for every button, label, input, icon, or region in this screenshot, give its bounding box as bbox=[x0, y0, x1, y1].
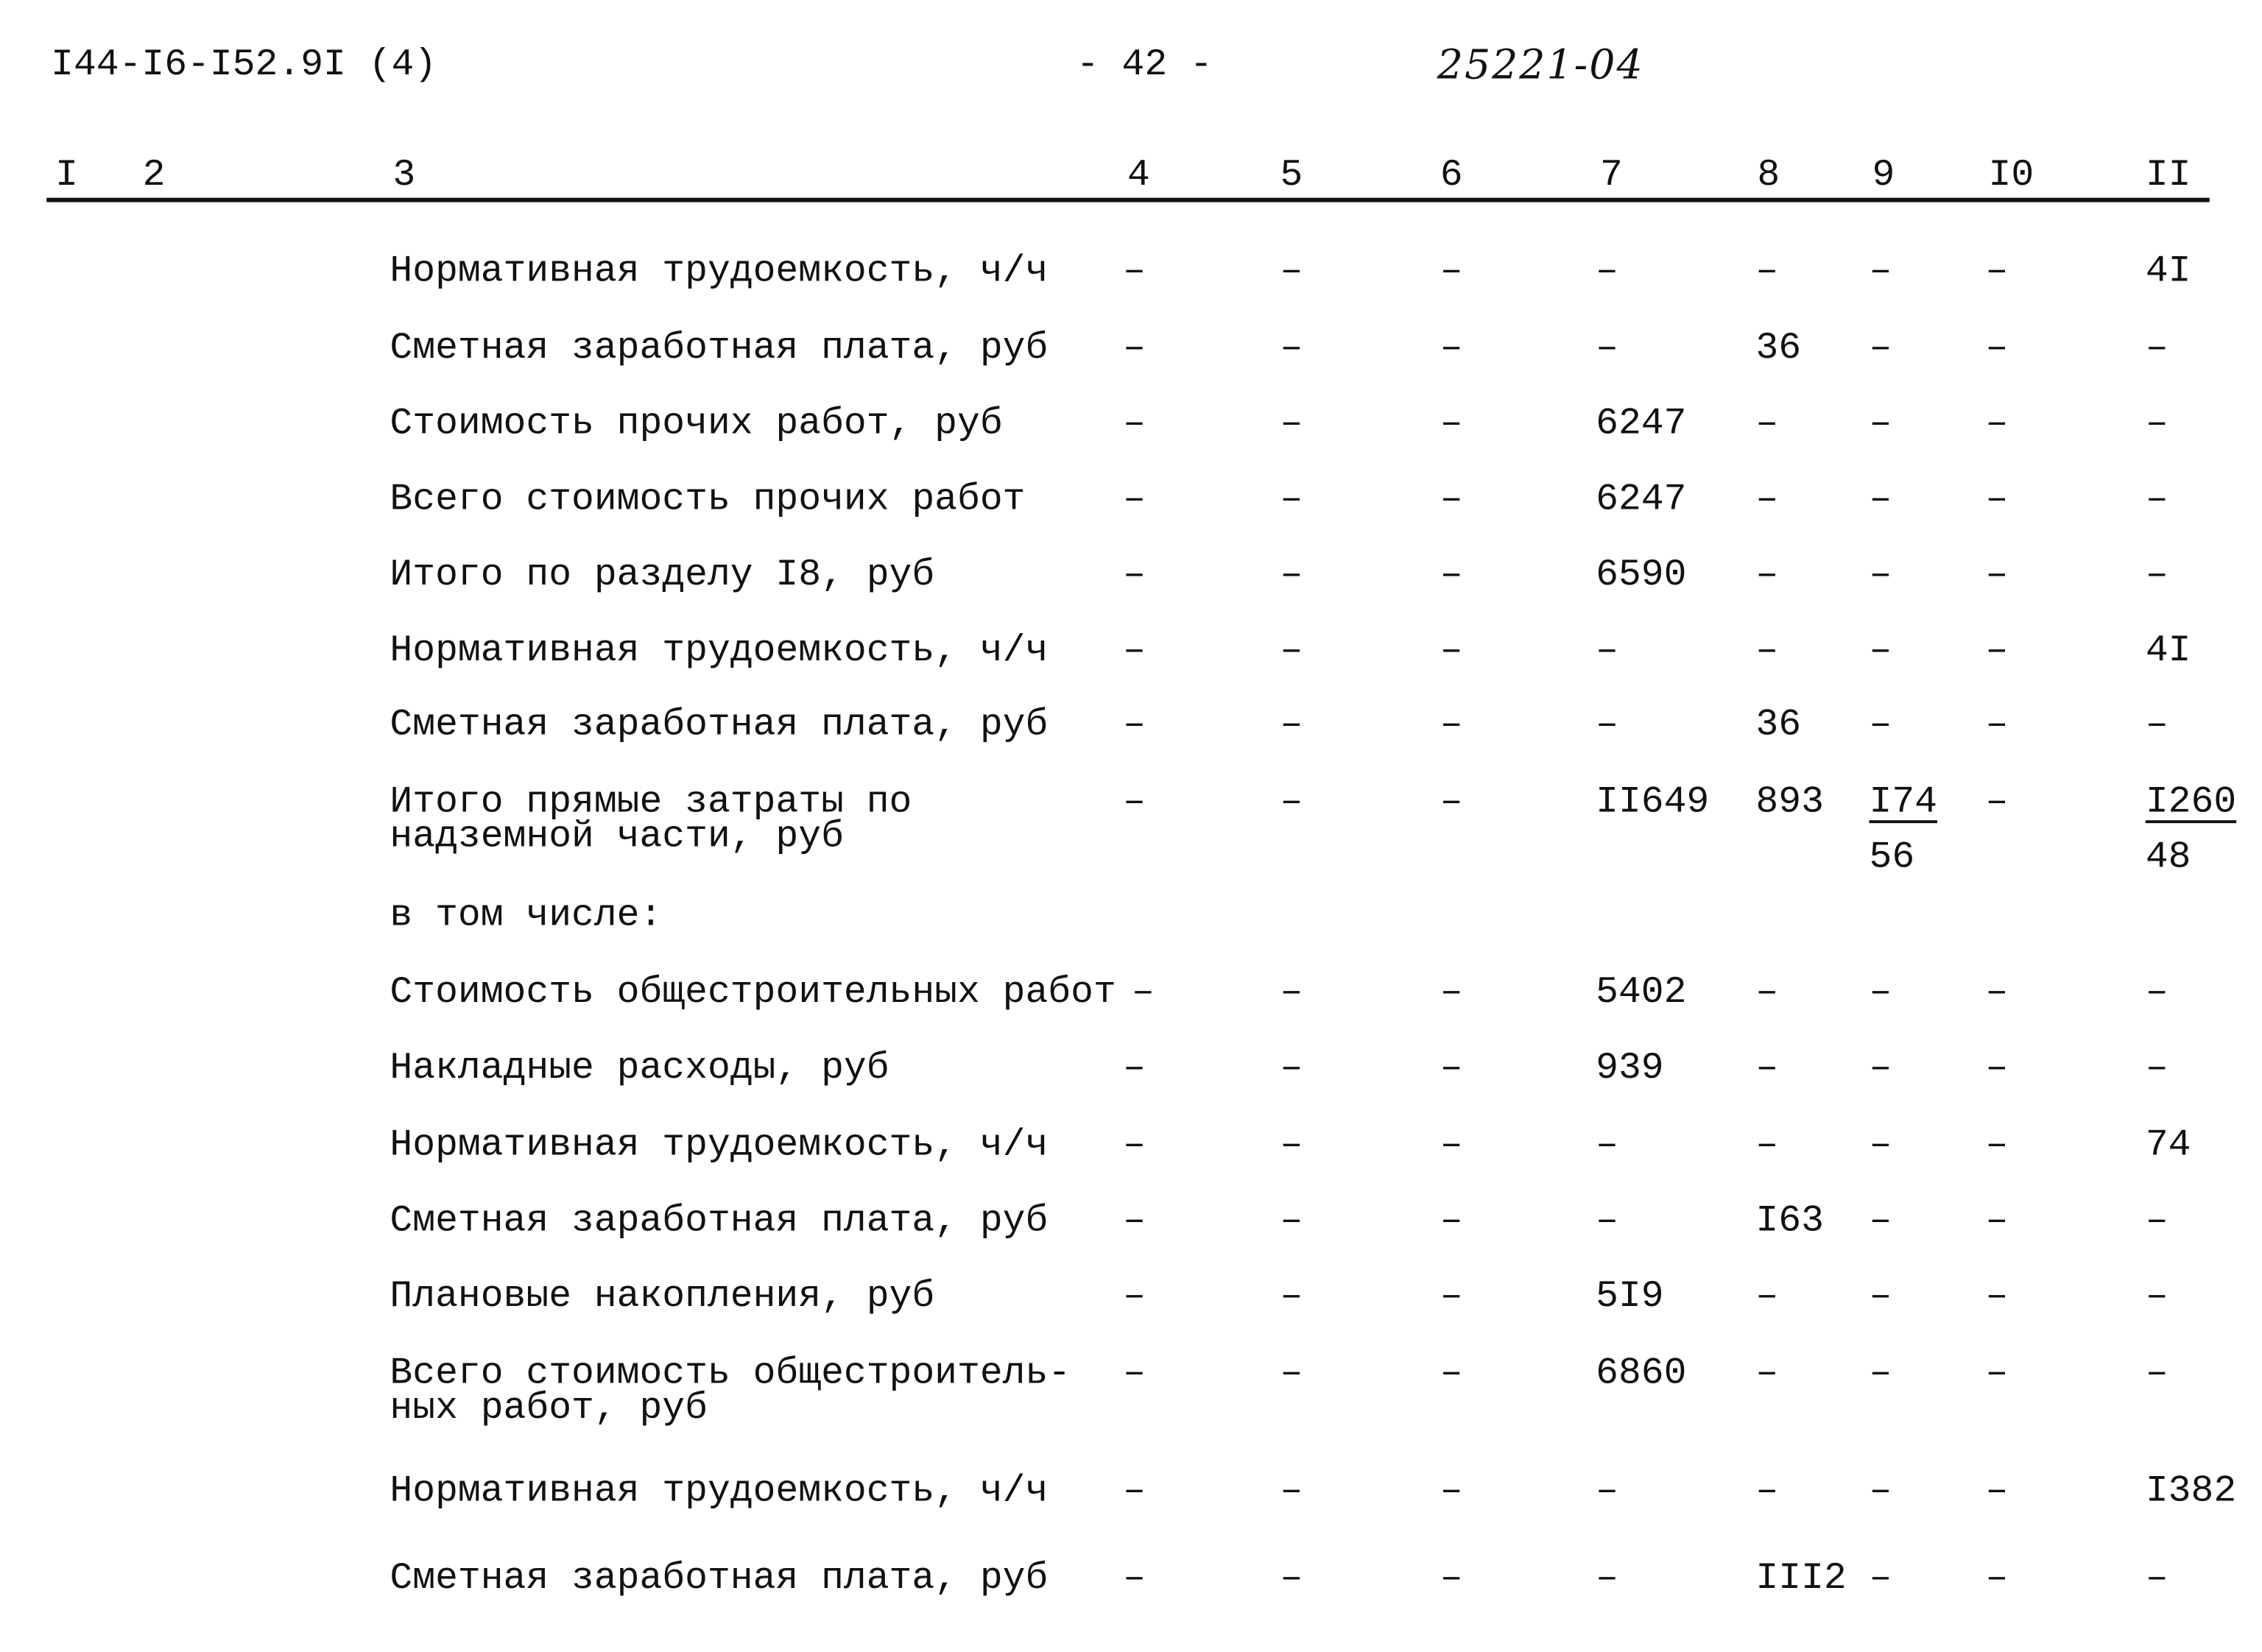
cell-dash: – bbox=[1123, 1274, 1146, 1318]
cell-dash: – bbox=[1440, 248, 1463, 293]
cell-dash: – bbox=[1985, 970, 2009, 1014]
page-number: - 42 - bbox=[1076, 42, 1213, 86]
cell-dash: – bbox=[1985, 325, 2009, 370]
cell-dash: – bbox=[2145, 325, 2168, 370]
cell-dash: – bbox=[1755, 1274, 1779, 1318]
row-label: Нормативная трудоемкость, ч/ч bbox=[390, 628, 1049, 672]
cell-value: I382 bbox=[2145, 1469, 2237, 1513]
cell-dash: – bbox=[1123, 779, 1146, 824]
cell-dash: – bbox=[1985, 248, 2009, 293]
row-label: Стоимость прочих работ, руб bbox=[390, 401, 1003, 445]
cell-dash: – bbox=[1440, 476, 1463, 521]
cell-dash: – bbox=[1280, 1556, 1303, 1600]
cell-dash: – bbox=[1123, 1556, 1146, 1600]
cell-dash: – bbox=[1755, 476, 1779, 521]
cell-dash: – bbox=[1123, 628, 1146, 672]
column-header-1: I bbox=[55, 152, 78, 197]
cell-dash: – bbox=[1985, 401, 2009, 445]
cell-dash: – bbox=[1280, 325, 1303, 370]
cell-value: 5I9 bbox=[1596, 1274, 1664, 1318]
cell-value-numerator: I74 bbox=[1869, 779, 1937, 824]
row-label: Накладные расходы, руб bbox=[390, 1045, 889, 1090]
cell-dash: – bbox=[1123, 401, 1146, 445]
row-label: Нормативная трудоемкость, ч/ч bbox=[390, 248, 1049, 293]
column-header-10: I0 bbox=[1988, 152, 2034, 197]
cell-dash: – bbox=[2145, 970, 2168, 1014]
cell-dash: – bbox=[1869, 1198, 1892, 1243]
cell-value: 4I bbox=[2145, 248, 2191, 293]
column-header-8: 8 bbox=[1757, 152, 1780, 197]
cell-dash: – bbox=[1869, 552, 1892, 596]
cell-dash: – bbox=[1440, 552, 1463, 596]
cell-dash: – bbox=[1440, 1274, 1463, 1318]
cell-dash: – bbox=[1440, 1198, 1463, 1243]
cell-dash: – bbox=[1123, 1045, 1146, 1090]
cell-value: 4I bbox=[2145, 628, 2191, 672]
cell-value: 893 bbox=[1755, 779, 1824, 824]
cell-dash: – bbox=[1869, 628, 1892, 672]
cell-dash: – bbox=[1280, 552, 1303, 596]
row-label: надземной части, руб bbox=[390, 814, 844, 858]
cell-dash: – bbox=[2145, 401, 2168, 445]
cell-dash: – bbox=[1869, 702, 1892, 746]
cell-dash: – bbox=[1755, 1045, 1779, 1090]
cell-dash: – bbox=[1869, 401, 1892, 445]
cell-dash: – bbox=[1440, 702, 1463, 746]
cell-dash: – bbox=[1123, 552, 1146, 596]
cell-value: 6860 bbox=[1596, 1351, 1687, 1395]
column-header-5: 5 bbox=[1280, 152, 1303, 197]
cell-dash: – bbox=[1123, 1123, 1146, 1167]
cell-dash: – bbox=[1440, 1469, 1463, 1513]
cell-value: II649 bbox=[1596, 779, 1710, 824]
row-label: Нормативная трудоемкость, ч/ч bbox=[390, 1469, 1049, 1513]
row-label: Сметная заработная плата, руб bbox=[390, 325, 1049, 370]
row-label: Итого прямые затраты по bbox=[390, 779, 912, 824]
cell-value: 36 bbox=[1755, 325, 1802, 370]
cell-dash: – bbox=[1280, 702, 1303, 746]
column-header-6: 6 bbox=[1440, 152, 1463, 197]
cell-dash: – bbox=[1596, 1198, 1618, 1243]
cell-dash: – bbox=[1440, 628, 1463, 672]
cell-dash: – bbox=[1755, 1351, 1779, 1395]
cell-dash: – bbox=[1869, 1351, 1892, 1395]
cell-value: 74 bbox=[2145, 1123, 2191, 1167]
cell-dash: – bbox=[1755, 628, 1779, 672]
cell-dash: – bbox=[2145, 1045, 2168, 1090]
cell-dash: – bbox=[1985, 1274, 2009, 1318]
cell-dash: – bbox=[1123, 702, 1146, 746]
cell-dash: – bbox=[1280, 1045, 1303, 1090]
cell-dash: – bbox=[2145, 1274, 2168, 1318]
cell-dash: – bbox=[1985, 628, 2009, 672]
cell-value: 5402 bbox=[1596, 970, 1687, 1014]
cell-dash: – bbox=[1280, 1351, 1303, 1395]
cell-dash: – bbox=[1985, 476, 2009, 521]
row-label: ных работ, руб bbox=[390, 1386, 708, 1430]
cell-dash: – bbox=[1869, 1045, 1892, 1090]
cell-value: 6247 bbox=[1596, 476, 1687, 521]
column-header-9: 9 bbox=[1872, 152, 1895, 197]
cell-dash: – bbox=[2145, 1556, 2168, 1600]
handwritten-number: 25221-04 bbox=[1437, 40, 1644, 89]
cell-dash: – bbox=[1985, 1123, 2009, 1167]
cell-dash: – bbox=[1123, 248, 1146, 293]
column-header-11: II bbox=[2145, 152, 2191, 197]
row-label: Плановые накопления, руб bbox=[390, 1274, 935, 1318]
cell-dash: – bbox=[1596, 702, 1618, 746]
cell-dash: – bbox=[1869, 325, 1892, 370]
cell-dash: – bbox=[1869, 476, 1892, 521]
header-divider bbox=[46, 198, 2210, 202]
cell-dash: – bbox=[1440, 1556, 1463, 1600]
cell-dash: – bbox=[1985, 1556, 2009, 1600]
row-label: Сметная заработная плата, руб bbox=[390, 1198, 1049, 1243]
cell-dash: – bbox=[1280, 248, 1303, 293]
cell-dash: – bbox=[1596, 628, 1618, 672]
cell-dash: – bbox=[1440, 1045, 1463, 1090]
cell-value: 939 bbox=[1596, 1045, 1664, 1090]
column-header-3: 3 bbox=[392, 152, 416, 197]
cell-dash: – bbox=[1596, 325, 1618, 370]
cell-dash: – bbox=[1596, 1556, 1618, 1600]
cell-dash: – bbox=[1123, 476, 1146, 521]
cell-dash: – bbox=[1755, 970, 1779, 1014]
cell-dash: – bbox=[1280, 1198, 1303, 1243]
cell-dash: – bbox=[1985, 702, 2009, 746]
document-code: I44-I6-I52.9I (4) bbox=[51, 42, 437, 86]
cell-dash: – bbox=[1280, 779, 1303, 824]
cell-dash: – bbox=[1440, 779, 1463, 824]
cell-dash: – bbox=[1131, 970, 1155, 1014]
cell-dash: – bbox=[1123, 1469, 1146, 1513]
cell-dash: – bbox=[1985, 1351, 2009, 1395]
cell-dash: – bbox=[1596, 1123, 1618, 1167]
cell-dash: – bbox=[1280, 628, 1303, 672]
row-label: Сметная заработная плата, руб bbox=[390, 1556, 1049, 1600]
cell-value-denominator: 48 bbox=[2145, 834, 2191, 879]
cell-dash: – bbox=[1123, 325, 1146, 370]
cell-value: 6590 bbox=[1596, 552, 1687, 596]
cell-dash: – bbox=[1985, 1198, 2009, 1243]
cell-dash: – bbox=[1985, 779, 2009, 824]
cell-dash: – bbox=[2145, 1351, 2168, 1395]
cell-dash: – bbox=[1596, 1469, 1618, 1513]
cell-dash: – bbox=[2145, 702, 2168, 746]
cell-dash: – bbox=[1596, 248, 1618, 293]
cell-dash: – bbox=[1869, 1123, 1892, 1167]
cell-dash: – bbox=[1123, 1198, 1146, 1243]
cell-dash: – bbox=[1755, 248, 1779, 293]
cell-dash: – bbox=[1985, 552, 2009, 596]
cell-dash: – bbox=[1440, 1123, 1463, 1167]
cell-dash: – bbox=[2145, 1198, 2168, 1243]
cell-dash: – bbox=[1755, 1123, 1779, 1167]
column-header-7: 7 bbox=[1600, 152, 1623, 197]
cell-dash: – bbox=[1280, 1123, 1303, 1167]
cell-dash: – bbox=[1280, 476, 1303, 521]
row-label: Итого по разделу I8, руб bbox=[390, 552, 935, 596]
cell-value-denominator: 56 bbox=[1869, 834, 1915, 879]
cell-value: 36 bbox=[1755, 702, 1802, 746]
row-label: Всего стоимость общестроитель- bbox=[390, 1351, 1071, 1395]
cell-dash: – bbox=[2145, 552, 2168, 596]
column-header-4: 4 bbox=[1127, 152, 1150, 197]
cell-dash: – bbox=[1440, 325, 1463, 370]
cell-dash: – bbox=[1985, 1045, 2009, 1090]
row-label: Нормативная трудоемкость, ч/ч bbox=[390, 1123, 1049, 1167]
row-label: Сметная заработная плата, руб bbox=[390, 702, 1049, 746]
cell-dash: – bbox=[1985, 1469, 2009, 1513]
row-label: Всего стоимость прочих работ bbox=[390, 476, 1026, 521]
cell-dash: – bbox=[1280, 970, 1303, 1014]
cell-value-numerator: I260 bbox=[2145, 779, 2237, 824]
cell-dash: – bbox=[1123, 1351, 1146, 1395]
cell-dash: – bbox=[1869, 1274, 1892, 1318]
cell-dash: – bbox=[1280, 1274, 1303, 1318]
row-label: Стоимость общестроительных работ bbox=[390, 970, 1116, 1014]
cell-dash: – bbox=[2145, 476, 2168, 521]
row-label: в том числе: bbox=[390, 892, 663, 937]
cell-dash: – bbox=[1440, 401, 1463, 445]
cell-dash: – bbox=[1755, 1469, 1779, 1513]
cell-dash: – bbox=[1755, 401, 1779, 445]
cell-value: I63 bbox=[1755, 1198, 1824, 1243]
cell-dash: – bbox=[1869, 248, 1892, 293]
cell-dash: – bbox=[1440, 970, 1463, 1014]
cell-dash: – bbox=[1755, 552, 1779, 596]
cell-value: III2 bbox=[1755, 1556, 1847, 1600]
cell-dash: – bbox=[1280, 401, 1303, 445]
cell-dash: – bbox=[1869, 1469, 1892, 1513]
column-header-2: 2 bbox=[142, 152, 166, 197]
cell-dash: – bbox=[1869, 1556, 1892, 1600]
cell-value: 6247 bbox=[1596, 401, 1687, 445]
cell-dash: – bbox=[1869, 970, 1892, 1014]
cell-dash: – bbox=[1440, 1351, 1463, 1395]
cell-dash: – bbox=[1280, 1469, 1303, 1513]
